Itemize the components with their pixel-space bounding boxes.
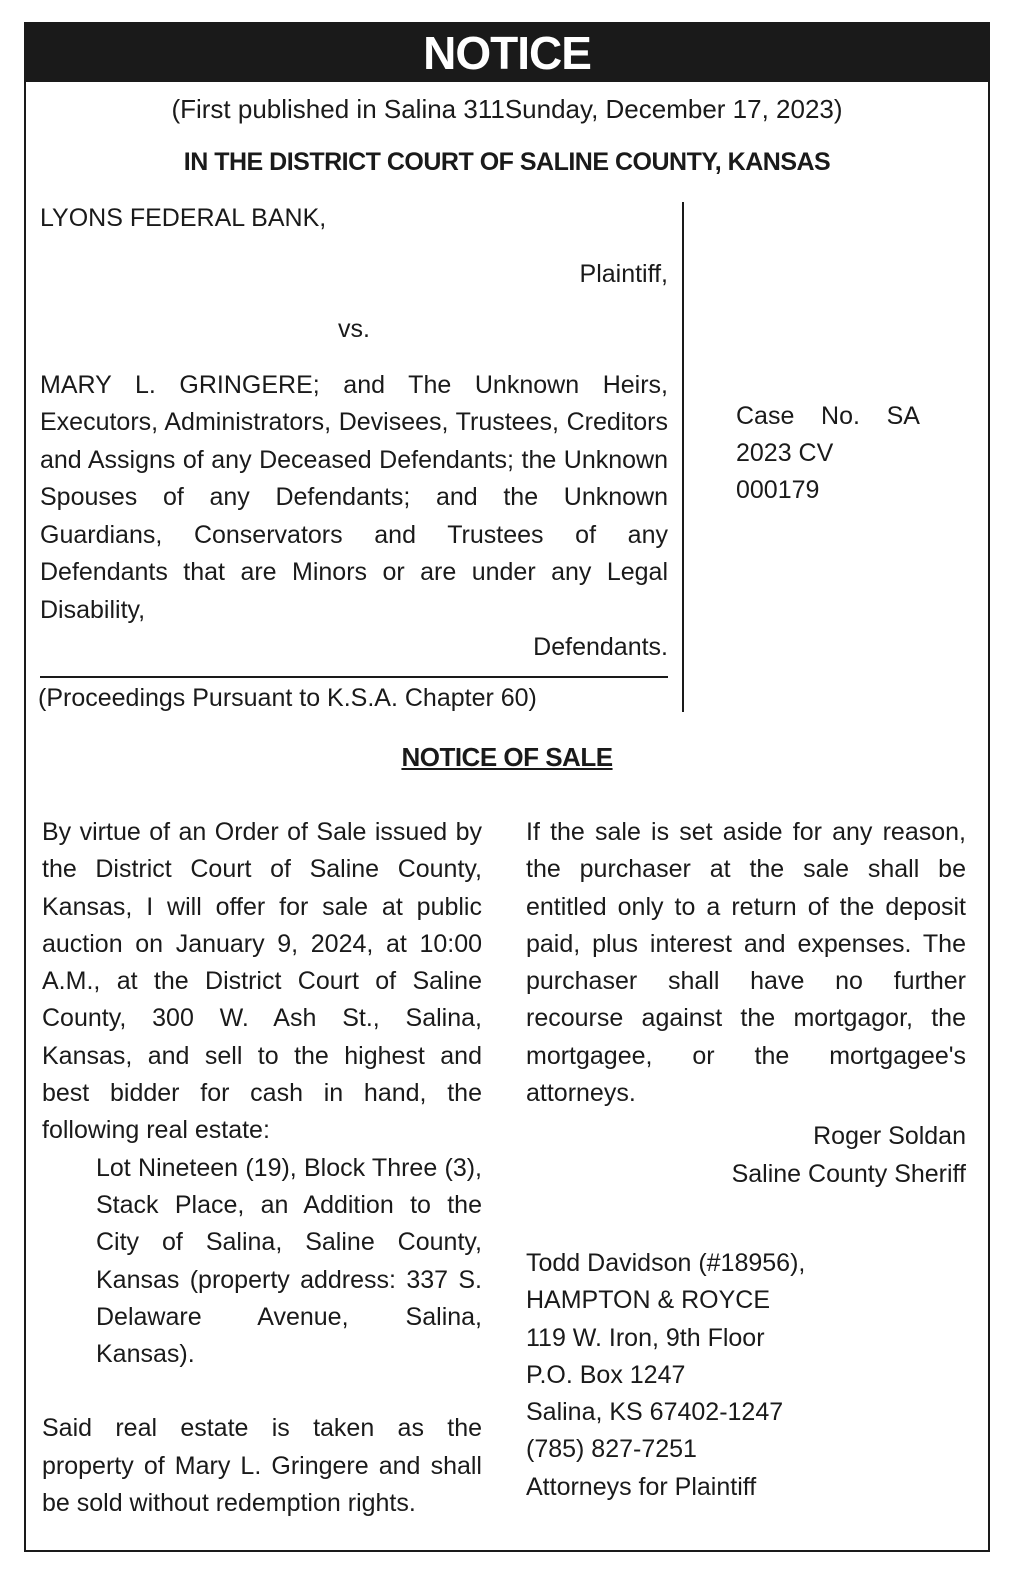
case-no-word: No. xyxy=(821,402,860,430)
notice-banner: NOTICE xyxy=(26,24,988,82)
set-aside-paragraph: If the sale is set aside for any reason, the purchaser at the sale shall be entitled only to a return of the deposit paid, plus interest and expenses. The purchaser shall have no further recourse against the mortgagor, the mortgagee, or the mortgagee's attorneys. xyxy=(526,818,966,1108)
notice-frame xyxy=(24,22,990,1552)
attorney-line: (785) 827-7251 xyxy=(526,1435,697,1464)
publication-line: (First published in Salina 311Sunday, December 17, 2023) xyxy=(171,94,843,124)
attorney-line: Salina, KS 67402-1247 xyxy=(526,1398,784,1427)
case-number-block xyxy=(736,398,920,509)
sheriff-name: Roger Soldan xyxy=(813,1122,966,1151)
court-heading: IN THE DISTRICT COURT OF SALINE COUNTY, KANSAS xyxy=(183,148,831,176)
right-column xyxy=(526,814,966,1506)
legal-description: Lot Nineteen (19), Block Three (3), Stack Place, an Addition to the City of Salina, Saline County, Kansas (property address: 337 S. Delaware Avenue, Salina, Kansas). xyxy=(96,1153,482,1369)
sale-paragraph: By virtue of an Order of Sale issued by the District Court of Saline County, Kansas, I will offer for sale at public auction on January 9, 2024, at 10:00 A.M., at the District Court of Saline County, 300 W. Ash St., Salina, Kansas, and sell to the highest and best bidder for cash in hand, the following real estate: xyxy=(42,818,482,1145)
left-column xyxy=(42,814,482,1522)
caption-divider xyxy=(40,676,668,678)
property-paragraph: Said real estate is taken as the property of Mary L. Gringere and shall be sold without redemption rights. xyxy=(42,1414,482,1518)
attorney-line: Attorneys for Plaintiff xyxy=(526,1472,757,1501)
plaintiff-label: Plaintiff, xyxy=(579,259,668,288)
notice-of-sale-title: NOTICE OF SALE xyxy=(401,742,613,772)
attorney-line: Todd Davidson (#18956), xyxy=(526,1248,806,1277)
case-prefix: SA xyxy=(886,402,920,430)
case-word: Case xyxy=(736,402,795,430)
case-caption xyxy=(40,200,668,667)
attorney-line: P.O. Box 1247 xyxy=(526,1360,686,1389)
caption-vertical-rule xyxy=(682,202,684,712)
defendants-label: Defendants. xyxy=(533,633,668,661)
versus-label: vs. xyxy=(338,315,370,343)
defendants-text: MARY L. GRINGERE; and The Unknown Heirs, Executors, Administrators, Devisees, Trustees, Creditors and Assigns of any Deceased Defendants; the Unknown Spouses of any Defendants; and the Unknown Guardians, Conservators and Trustees of any Defendants that are Minors or are under any Legal Disability, xyxy=(40,370,668,624)
attorney-line: HAMPTON & ROYCE xyxy=(526,1286,771,1315)
case-number: 2023 CV 000179 xyxy=(736,439,834,504)
sheriff-title: Saline County Sheriff xyxy=(731,1159,966,1188)
proceedings-note: (Proceedings Pursuant to K.S.A. Chapter 60) xyxy=(38,684,537,712)
attorney-line: 119 W. Iron, 9th Floor xyxy=(526,1323,765,1352)
plaintiff-name: LYONS FEDERAL BANK, xyxy=(40,204,327,232)
